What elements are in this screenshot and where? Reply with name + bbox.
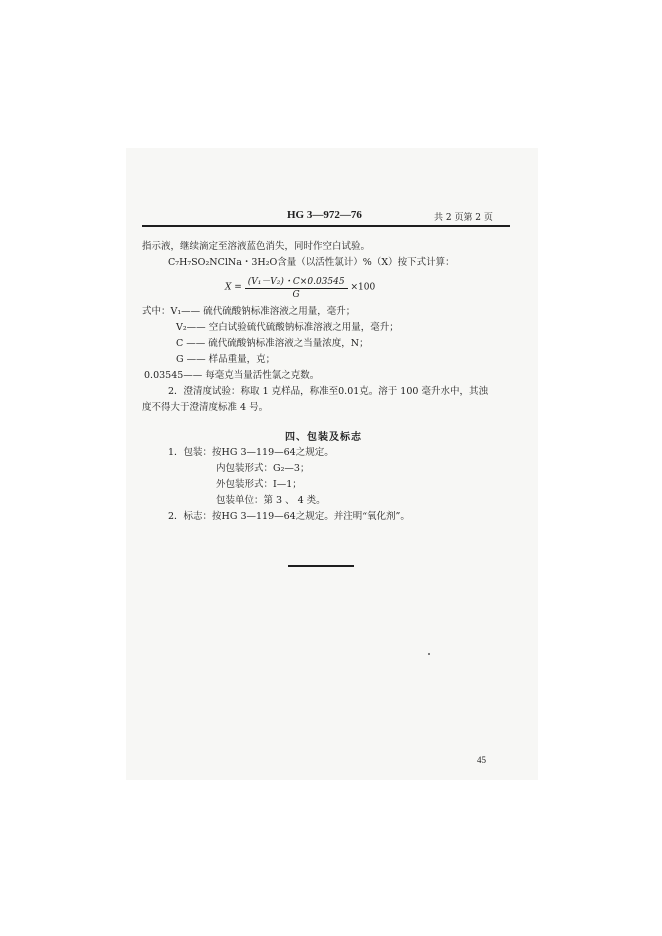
formula-fraction xyxy=(245,274,348,300)
end-rule xyxy=(288,565,354,567)
formula-denominator: G xyxy=(292,290,300,300)
formula-numerator: (V₁－V₂)・C×0.03545 xyxy=(245,274,348,289)
section-title: 四、包装及标志 xyxy=(285,432,362,443)
body-line-1: 指示液，继续滴定至溶液蓝色消失，同时作空白试验。 xyxy=(142,241,371,252)
packaging-item: 1．包装：按HG 3—119—64之规定。 xyxy=(168,447,334,458)
packaging-unit: 包装单位：第 3 、 4 类。 xyxy=(216,495,326,506)
def-line-v2: V₂—— 空白试验硫代硫酸钠标准溶液之用量，毫升； xyxy=(176,322,399,333)
clarity-test-line-2: 度不得大于澄清度标准 4 号。 xyxy=(142,402,269,413)
formula xyxy=(225,274,375,300)
formula-lhs: X = xyxy=(225,282,242,293)
page-info: 共 2 页第 2 页 xyxy=(434,213,493,223)
def-line-constant: 0.03545—— 每毫克当量活性氯之克数。 xyxy=(144,370,320,381)
inner-packaging: 内包装形式：G₂—3； xyxy=(216,463,310,474)
header-rule xyxy=(142,225,510,227)
outer-packaging: 外包装形式：Ⅰ—1； xyxy=(216,479,302,490)
clarity-test-line-1: 2．澄清度试验：称取 1 克样品，称准至0.01克。溶于 100 毫升水中，其浊 xyxy=(168,386,488,397)
marking-item: 2．标志：按HG 3—119—64之规定。并注明“氧化剂”。 xyxy=(168,511,410,522)
body-line-2: C₇H₇SO₂NClNa・3H₂O含量（以活性氯计）%（X）按下式计算： xyxy=(168,257,455,268)
standard-code: HG 3—972—76 xyxy=(287,209,362,221)
def-line-g: G —— 样品重量，克； xyxy=(176,354,276,365)
def-line-c: C —— 硫代硫酸钠标准溶液之当量浓度，N； xyxy=(176,338,369,349)
scan-speck xyxy=(428,653,430,655)
page-number: 45 xyxy=(477,755,486,765)
def-line-v1: 式中：V₁—— 硫代硫酸钠标准溶液之用量，毫升； xyxy=(142,306,356,317)
formula-multiplier: ×100 xyxy=(350,282,376,293)
